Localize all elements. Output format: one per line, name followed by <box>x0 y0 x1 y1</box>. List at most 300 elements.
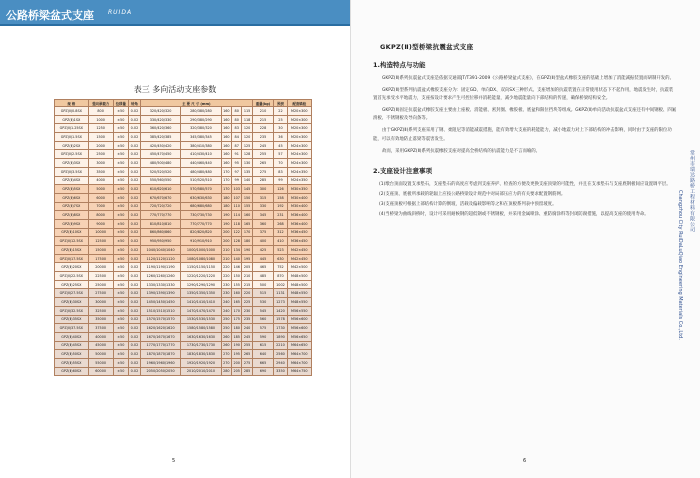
table-cell: 0.02 <box>129 315 141 324</box>
table-row <box>55 185 312 194</box>
table-cell: 7000 <box>88 202 113 211</box>
table-row <box>55 298 312 307</box>
table-cell: 155 <box>242 202 252 211</box>
table-cell: 231 <box>274 211 287 220</box>
table-cell: 665 <box>252 358 274 367</box>
table-cell: 0.02 <box>129 350 141 359</box>
side-company-en: Changzhou City RuiDaLuQiao Engineering Materials Co.,Ltd. <box>677 190 683 340</box>
paragraph: 故而，采用GKPZ(Ⅱ)系列抗震橡胶支座对提高全桥结构的抗震能力是不言而喻的。 <box>382 148 541 154</box>
table-cell: 1620/1620/1620 <box>140 324 180 333</box>
table-cell: GPZ(Ⅱ)4SX <box>55 176 89 185</box>
table-cell: GPZ(Ⅱ)40SX <box>55 332 89 341</box>
table-cell: M20×300 <box>287 107 311 116</box>
table-cell: ±50 <box>113 254 128 263</box>
table-cell: 860/860/860 <box>140 228 180 237</box>
table-cell: GPZ(Ⅱ)3.5SX <box>55 167 89 176</box>
table-cell: 55000 <box>88 358 113 367</box>
table-cell: 195 <box>242 254 252 263</box>
table-cell: 1670/1670/1670 <box>140 332 180 341</box>
table-cell: 30 <box>274 124 287 133</box>
table-row <box>55 167 312 176</box>
table-cell: 3350 <box>274 367 287 376</box>
table-cell: 315 <box>252 193 274 202</box>
table-cell: 570/580/570 <box>181 185 221 194</box>
table-cell: GPZ(Ⅱ)50SX <box>55 350 89 359</box>
table-row <box>55 263 312 272</box>
table-cell: 255 <box>242 341 252 350</box>
table-row <box>55 133 312 142</box>
table-cell: 330 <box>252 202 274 211</box>
table-cell: 50000 <box>88 350 113 359</box>
table-cell: GPZ(Ⅱ)35SX <box>55 315 89 324</box>
table-cell: 630 <box>274 254 287 263</box>
table-cell: 22 <box>274 107 287 116</box>
table-cell: M24×350 <box>287 167 311 176</box>
table-row <box>55 228 312 237</box>
table-cell: 40000 <box>88 332 113 341</box>
table-cell: ±50 <box>113 306 128 315</box>
table-row <box>55 341 312 350</box>
table-cell: ±50 <box>113 367 128 376</box>
note-item: (3)支座顶板可根据上部结构计算的倒坡，活载及偏载影响等之和在顶板系列表中预留坡度。 <box>379 201 557 207</box>
table-row <box>55 289 312 298</box>
table-cell: 2940 <box>274 358 287 367</box>
table-cell: 210 <box>252 107 274 116</box>
table-row <box>55 237 312 246</box>
table-cell: ±50 <box>113 202 128 211</box>
table-cell: 480/500/480 <box>140 159 180 168</box>
table-cell: 235 <box>242 315 252 324</box>
table-cell: 0.02 <box>129 115 141 124</box>
table-cell: 37500 <box>88 324 113 333</box>
table-cell: M56×650 <box>287 332 311 341</box>
table-cell: 95 <box>232 159 242 168</box>
table-cell: 230 <box>221 280 231 289</box>
table-cell: 192 <box>274 202 287 211</box>
table-cell: GPZ(Ⅱ)45SX <box>55 341 89 350</box>
table-cell: 320/380/320 <box>181 124 221 133</box>
table-cell: 2000 <box>88 141 113 150</box>
table-cell: 1390/1390/1390 <box>140 289 180 298</box>
table-cell: 250 <box>221 315 231 324</box>
table-cell: 1120/1120/1120 <box>140 254 180 263</box>
table-cell: 360/420/360 <box>140 124 180 133</box>
table-cell: 97 <box>232 167 242 176</box>
table-cell: GPZ(Ⅱ)6SX <box>55 193 89 202</box>
table-cell: 126 <box>274 185 287 194</box>
table-cell: M30×400 <box>287 193 311 202</box>
table-cell: 60000 <box>88 367 113 376</box>
table-cell: ±50 <box>113 150 128 159</box>
table-cell: 220 <box>221 263 231 272</box>
section-heading-2: 2.支座设计注意事项 <box>373 166 432 175</box>
table-cell: 1510/1510/1510 <box>140 306 180 315</box>
table-cell: 0.02 <box>129 185 141 194</box>
table-cell: 103 <box>232 185 242 194</box>
table-cell: 1220/1220/1220 <box>181 272 221 281</box>
table-cell: GPZ(Ⅱ)1.25SX <box>55 124 89 133</box>
table-cell: 220 <box>242 289 252 298</box>
table-cell: 118 <box>242 115 252 124</box>
table-cell: 670/670/670 <box>140 193 180 202</box>
table-cell: M36×400 <box>287 219 311 228</box>
table-cell: 0.02 <box>129 237 141 246</box>
right-page <box>350 0 700 478</box>
table-cell: 190 <box>221 219 231 228</box>
table-cell: 1080/1080/1080 <box>181 254 221 263</box>
table-cell: GPZ(Ⅱ)8SX <box>55 211 89 220</box>
table-cell: 1350/1350/1350 <box>181 289 221 298</box>
table-cell: 210 <box>221 254 231 263</box>
header-logo: RUIDA <box>108 9 133 16</box>
table-cell: 32500 <box>88 306 113 315</box>
table-cell: ±50 <box>113 107 128 116</box>
table-cell: M56×600 <box>287 324 311 333</box>
table-cell: 114 <box>232 211 242 220</box>
table-cell: M36×450 <box>287 237 311 246</box>
table-cell: 0.02 <box>129 367 141 376</box>
table-cell: 1410/1410/1410 <box>181 298 221 307</box>
table-row <box>55 150 312 159</box>
table-cell: ±50 <box>113 228 128 237</box>
table-cell: 360 <box>252 219 274 228</box>
table-cell: 160 <box>242 211 252 220</box>
table-cell: ±50 <box>113 211 128 220</box>
table-cell: 280/380/280 <box>181 107 221 116</box>
table-cell: 240 <box>221 306 231 315</box>
table-cell: ±50 <box>113 237 128 246</box>
table-cell: ±50 <box>113 358 128 367</box>
table-cell: 145 <box>242 185 252 194</box>
table-cell: 485 <box>252 272 274 281</box>
table-cell: M30×350 <box>287 185 311 194</box>
table-cell: 130 <box>242 159 252 168</box>
table-cell: 110 <box>232 202 242 211</box>
table-cell: 290/380/290 <box>181 115 221 124</box>
table-cell: 265 <box>242 350 252 359</box>
table-cell: 0.02 <box>129 263 141 272</box>
table-cell: ±50 <box>113 246 128 255</box>
table-cell: 0.02 <box>129 141 141 150</box>
table-cell: 640 <box>252 350 274 359</box>
table-cell: 115 <box>242 107 252 116</box>
table-row <box>55 193 312 202</box>
table-cell: 17500 <box>88 254 113 263</box>
table-cell: GPZ(Ⅱ)22.5SX <box>55 272 89 281</box>
table-cell: 320/420/320 <box>140 107 180 116</box>
table-cell: 260 <box>221 332 231 341</box>
table-cell: 80 <box>232 107 242 116</box>
table-cell: 80 <box>232 115 242 124</box>
table-cell: 170 <box>221 176 231 185</box>
table-title: 表三 多向活动支座参数 <box>133 85 217 94</box>
table-header-cell: 规 格 <box>55 100 89 107</box>
table-cell: 680/680/680 <box>181 202 221 211</box>
table-row <box>55 211 312 220</box>
paragraph: 由于GKPZ(Ⅱ)系列支座采用了钢、柔阻尼等消能减震措施，能有效增大支座的耗能能力，减小地震力对上下部结构的冲击影响，同时由于支座的限位功能，可以有效地防止落梁等震害发生。 <box>373 128 672 142</box>
table-cell: 410 <box>274 237 287 246</box>
table-cell: ±50 <box>113 332 128 341</box>
table-cell: 200 <box>221 228 231 237</box>
table-cell: 160 <box>221 141 231 150</box>
table-cell: ±50 <box>113 141 128 150</box>
notes-list <box>373 181 677 219</box>
table-cell: GPZ(Ⅱ)32.5SX <box>55 306 89 315</box>
table-cell: 630/630/630 <box>181 193 221 202</box>
table-cell: 3500 <box>88 167 113 176</box>
table-cell: GPZ(Ⅱ)0.8SX <box>55 107 89 116</box>
table-cell: 170 <box>242 228 252 237</box>
table-cell: 210 <box>221 246 231 255</box>
table-cell: 1000/1000/1000 <box>181 246 221 255</box>
table-cell: 165 <box>242 219 252 228</box>
table-cell: 270 <box>221 350 231 359</box>
table-cell: 1890 <box>274 332 287 341</box>
table-header-cell: 重量(kg) <box>252 100 274 107</box>
table-cell: 205 <box>242 263 252 272</box>
table-cell: 280 <box>221 367 231 376</box>
table-cell: ±50 <box>113 289 128 298</box>
table-cell: 260 <box>221 341 231 350</box>
table-cell: 1002 <box>274 280 287 289</box>
note-item: (2)支座顶、底板所承载的轮辐上应按公路桥梁设计规范中对局部压应力的有关要求配置钢筋网。 <box>379 191 566 197</box>
table-cell: 122 <box>232 228 242 237</box>
table-cell: 400 <box>252 237 274 246</box>
note-item: (4)当桥梁为曲线斜桥时，设计可采用耐候钢的超低钢或不锈钢板，并采用金属喷涂、重防腐涂料等封闭防腐措施，以提高支座的使用寿命。 <box>379 212 649 218</box>
table-cell: 730/730/730 <box>181 211 221 220</box>
table-row <box>55 367 312 376</box>
table-cell: 240 <box>221 298 231 307</box>
table-cell: M24×300 <box>287 141 311 150</box>
table-cell: 440/460/440 <box>181 159 221 168</box>
table-cell: 155 <box>232 280 242 289</box>
table-cell: 4000 <box>88 176 113 185</box>
table-cell: 820/820/820 <box>181 228 221 237</box>
table-cell: 0.02 <box>129 358 141 367</box>
table-cell: 265 <box>252 159 274 168</box>
side-company-cn: 常州市瑞达路桥工程材料有限公司 <box>689 150 695 233</box>
table-header-cell: 竖向承载力 <box>88 100 113 107</box>
table-cell: M42×500 <box>287 263 311 272</box>
table-cell: GPZ(Ⅱ)20SX <box>55 263 89 272</box>
table-cell: 2500 <box>88 150 113 159</box>
table-cell: 0.02 <box>129 159 141 168</box>
table-cell: 312 <box>274 228 287 237</box>
table-cell: ±50 <box>113 315 128 324</box>
table-cell: M64×650 <box>287 341 311 350</box>
table-cell: 345/380/345 <box>181 133 221 142</box>
table-cell: M20×300 <box>287 133 311 142</box>
table-cell: 1150/1150/1150 <box>181 263 221 272</box>
page-number-right: 6 <box>523 458 527 464</box>
table-cell: 520/520/520 <box>140 167 180 176</box>
table-cell: 0.02 <box>129 133 141 142</box>
table-cell: 22500 <box>88 272 113 281</box>
table-cell: 910/910/910 <box>181 237 221 246</box>
table-cell: 180 <box>232 324 242 333</box>
table-cell: 57 <box>274 150 287 159</box>
table-cell: M48×500 <box>287 280 311 289</box>
table-cell: 99 <box>232 176 242 185</box>
table-cell: 180 <box>221 202 231 211</box>
table-row <box>55 202 312 211</box>
table-cell: 10000 <box>88 228 113 237</box>
table-cell: ±50 <box>113 133 128 142</box>
table-header-row <box>55 100 312 107</box>
table-cell: 1578 <box>274 315 287 324</box>
table-cell: 510/520/510 <box>181 176 221 185</box>
table-cell: 410/430/410 <box>181 150 221 159</box>
table-cell: 200 <box>232 358 242 367</box>
table-cell: GPZ(Ⅱ)10SX <box>55 228 89 237</box>
table-cell: 175 <box>232 315 242 324</box>
table-cell: 0.02 <box>129 254 141 263</box>
table-cell: 160 <box>221 107 231 116</box>
table-cell: 25000 <box>88 280 113 289</box>
table-cell: M48×550 <box>287 298 311 307</box>
table-cell: 385/420/385 <box>140 133 180 142</box>
table-cell: 160 <box>221 133 231 142</box>
table-cell: ±50 <box>113 298 128 307</box>
table-cell: 0.02 <box>129 211 141 220</box>
table-cell: 120 <box>242 124 252 133</box>
table-row <box>55 107 312 116</box>
table-row <box>55 358 312 367</box>
table-cell: 770/770/770 <box>181 219 221 228</box>
table-cell: 0.02 <box>129 167 141 176</box>
table-cell: 160 <box>221 150 231 159</box>
table-cell: 0.02 <box>129 219 141 228</box>
table-cell: GPZ(Ⅱ)17.5SX <box>55 254 89 263</box>
table-cell: 45 <box>274 141 287 150</box>
table-cell: 770/770/770 <box>140 211 180 220</box>
table-cell: 160 <box>221 115 231 124</box>
table-cell: 420/450/420 <box>140 141 180 150</box>
table-cell: 1960/1960/1960 <box>140 358 180 367</box>
table-cell: 752 <box>274 263 287 272</box>
table-cell: M48×550 <box>287 289 311 298</box>
table-cell: 1290/1290/1290 <box>181 280 221 289</box>
table-cell: 285 <box>252 176 274 185</box>
table-cell: 215 <box>242 280 252 289</box>
table-cell: 1330/1330/1330 <box>140 280 180 289</box>
table-cell: 250 <box>221 324 231 333</box>
table-row <box>55 246 312 255</box>
table-cell: 560 <box>252 315 274 324</box>
table-cell: GPZ(Ⅱ)9SX <box>55 219 89 228</box>
table-cell: 1770/1770/1770 <box>140 341 180 350</box>
table-cell: 210 <box>242 272 252 281</box>
table-cell: 0.02 <box>129 272 141 281</box>
table-cell: M64×750 <box>287 367 311 376</box>
table-cell: 1273 <box>274 298 287 307</box>
table-row <box>55 324 312 333</box>
table-cell: 0.02 <box>129 306 141 315</box>
table-cell: ±50 <box>113 176 128 185</box>
table-cell: 610/620/610 <box>140 185 180 194</box>
table-cell: 3000 <box>88 159 113 168</box>
table-cell: 0.02 <box>129 341 141 350</box>
table-row <box>55 332 312 341</box>
table-cell: 270 <box>221 358 231 367</box>
table-cell: 380/410/380 <box>181 141 221 150</box>
table-cell: 20000 <box>88 263 113 272</box>
table-cell: 1250 <box>88 124 113 133</box>
table-cell: 0.02 <box>129 124 141 133</box>
table-cell: 465 <box>252 263 274 272</box>
table-cell: GPZ(Ⅱ)15SX <box>55 246 89 255</box>
parameter-table <box>54 99 312 376</box>
table-cell: 275 <box>242 358 252 367</box>
table-cell: 285 <box>242 367 252 376</box>
table-cell: 615 <box>252 341 274 350</box>
table-cell: 450/470/450 <box>140 150 180 159</box>
table-cell: 0.02 <box>129 107 141 116</box>
table-cell: 0.02 <box>129 202 141 211</box>
table-cell: 180 <box>221 193 231 202</box>
table-cell: 0.02 <box>129 228 141 237</box>
parameter-table-wrapper <box>54 99 312 452</box>
table-cell: 0.02 <box>129 280 141 289</box>
table-cell: 1260/1260/1260 <box>140 272 180 281</box>
table-cell: 6000 <box>88 193 113 202</box>
section-heading-1: 1.构造特点与功能 <box>373 61 426 69</box>
table-cell: 2010/2010/2010 <box>181 367 221 376</box>
table-cell: 0.02 <box>129 332 141 341</box>
table-row <box>55 254 312 263</box>
table-cell: 120 <box>242 133 252 142</box>
table-cell: 12500 <box>88 237 113 246</box>
table-cell: 425 <box>252 246 274 255</box>
table-cell: 330/420/330 <box>140 115 180 124</box>
table-cell: 30000 <box>88 298 113 307</box>
table-header-cell: 转角 <box>129 100 141 107</box>
table-cell: 170 <box>232 306 242 315</box>
table-cell: 1570/1570/1570 <box>140 315 180 324</box>
table-row <box>55 350 312 359</box>
table-cell: ±50 <box>113 115 128 124</box>
table-cell: 140 <box>242 176 252 185</box>
table-cell: M20×300 <box>287 124 311 133</box>
table-cell: 25 <box>274 115 287 124</box>
paragraph: GKPZ(Ⅱ)型系列抗震盆式橡胶支座分为：固定GD、单向DX、双向SX三种形式。支座增加的抗震装置在正常使用状态下不起作用，地震发生时，抗震装置首先承受水平地震力，支座按设计要求产生可控位移并消耗能量，减少地震能量向下部结构的传递，确保桥梁结构安全。 <box>373 88 674 102</box>
table-cell: GPZ(Ⅱ)60SX <box>55 367 89 376</box>
table-row <box>55 219 312 228</box>
paragraph: GKPZ(Ⅱ)固定抗震盆式橡胶支座主要由上座板、消能板、密封圈、橡胶板、底盆和限位挡块等组成。GKPZ(Ⅱ)单向活动抗震盆式支座还有中间钢板、四氟滑板、不锈钢板及导向条等。 <box>373 108 677 122</box>
table-cell: 128 <box>232 237 242 246</box>
table-cell: 158 <box>274 193 287 202</box>
table-cell: M64×700 <box>287 350 311 359</box>
table-cell: GPZ(Ⅱ)30SX <box>55 298 89 307</box>
table-cell: M56×600 <box>287 315 311 324</box>
table-cell: 268 <box>274 219 287 228</box>
table-cell: 135 <box>242 167 252 176</box>
table-header-cell: 主 要 尺 寸 (mm) <box>140 100 252 107</box>
table-cell: GPZ(Ⅱ)27.5SX <box>55 289 89 298</box>
table-cell: 950/950/950 <box>140 237 180 246</box>
table-cell: M36×450 <box>287 228 311 237</box>
table-cell: 1530/1530/1530 <box>181 315 221 324</box>
table-cell: 523 <box>274 246 287 255</box>
table-cell: GPZ(Ⅱ)2.5SX <box>55 150 89 159</box>
table-cell: 91 <box>232 150 242 159</box>
table-cell: 0.02 <box>129 289 141 298</box>
table-cell: 200 <box>221 237 231 246</box>
table-row <box>55 315 312 324</box>
table-cell: 2560 <box>274 350 287 359</box>
table-cell: 190 <box>242 246 252 255</box>
table-cell: 2050/2050/2050 <box>140 367 180 376</box>
